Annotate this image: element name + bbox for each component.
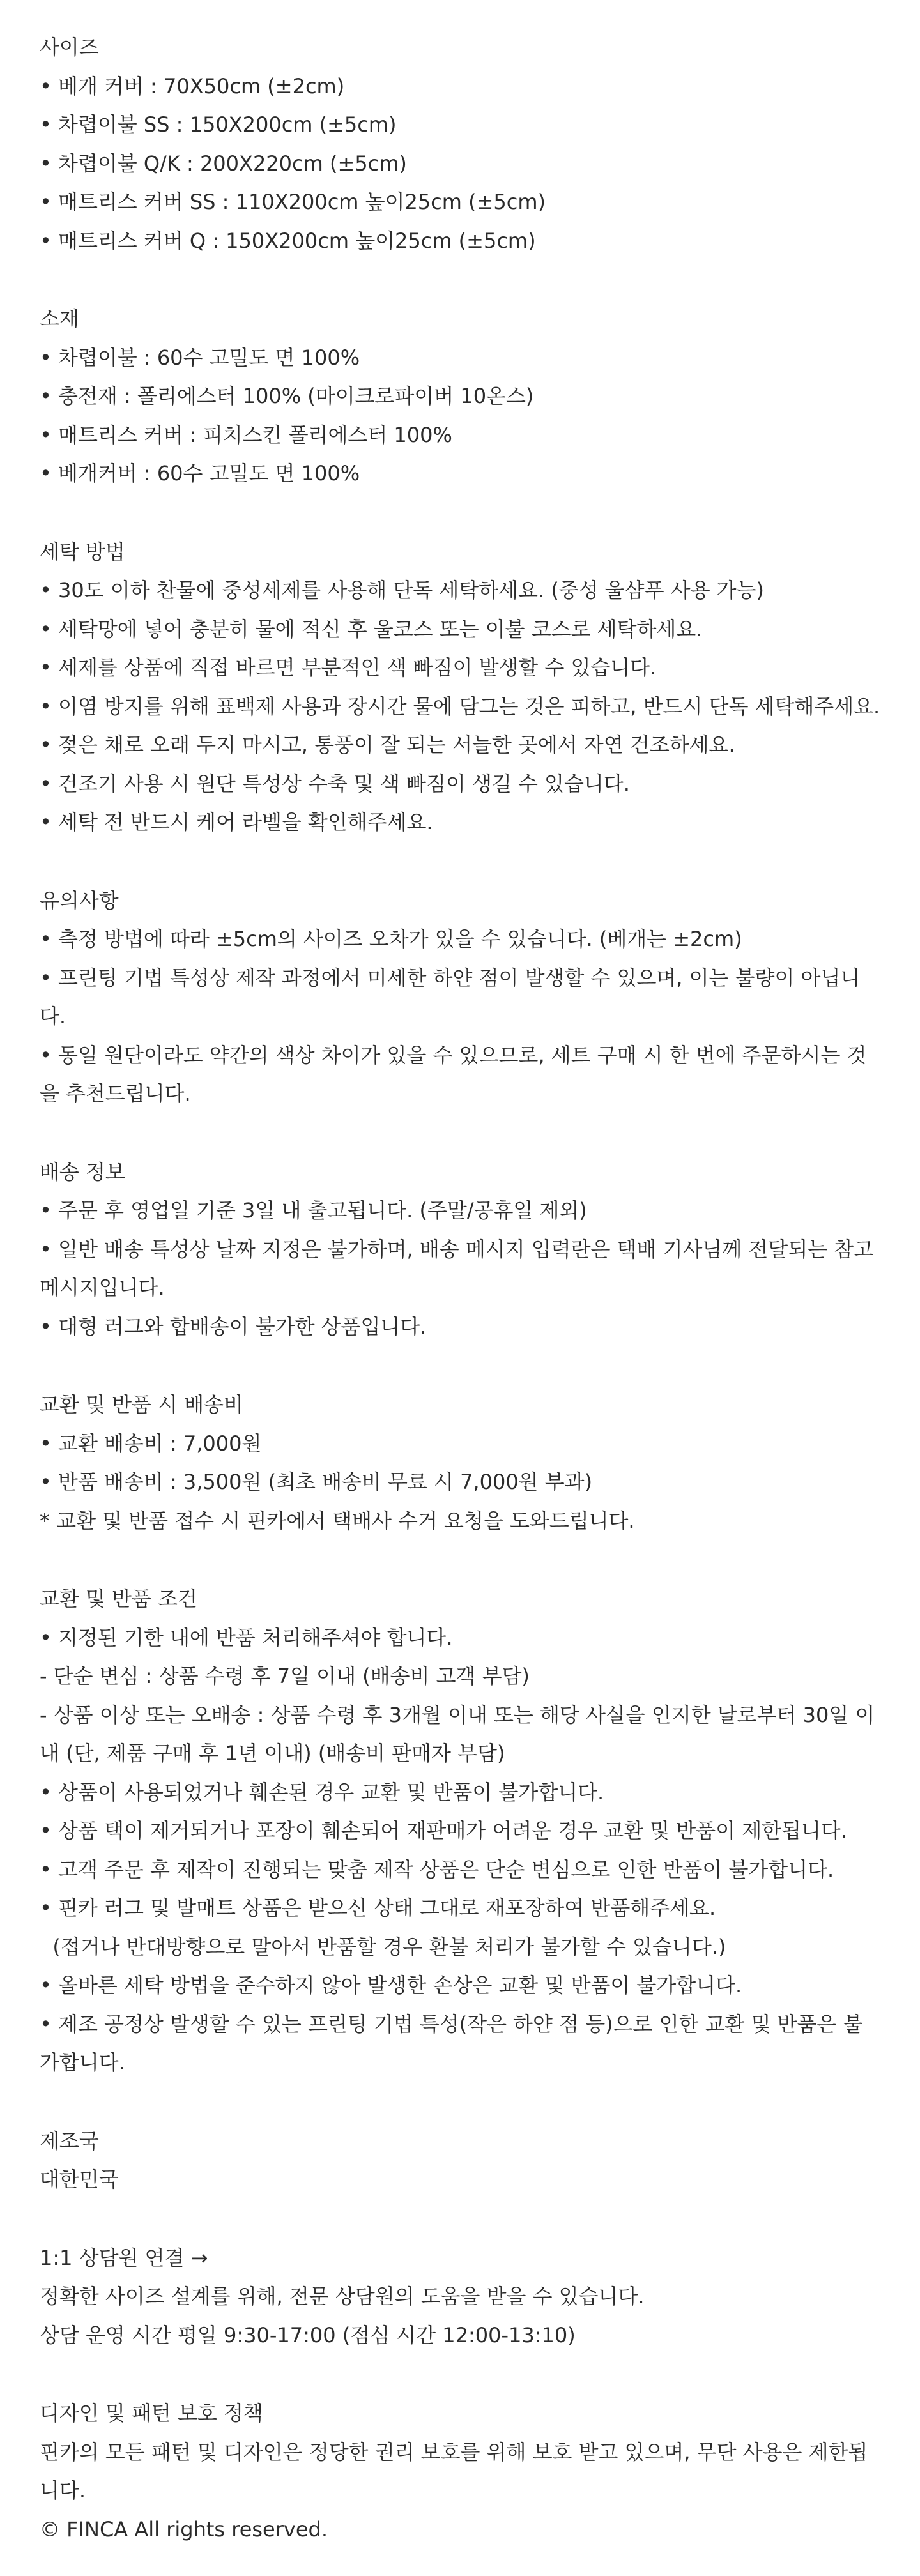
list-item: • 세탁 전 반드시 케어 라벨을 확인해주세요. xyxy=(40,810,433,834)
list-item: (접거나 반대방향으로 말아서 반품할 경우 환불 처리가 불가할 수 있습니다.) xyxy=(40,1934,726,1959)
list-item: • 세제를 상품에 직접 바르면 부분적인 색 빠짐이 발생할 수 있습니다. xyxy=(40,655,657,680)
list-item: • 세탁망에 넣어 충분히 물에 적신 후 울코스 또는 이불 코스로 세탁하세요. xyxy=(40,616,703,641)
list-item: • 30도 이하 찬물에 중성세제를 사용해 단독 세탁하세요. (중성 울샴푸 사용 가능) xyxy=(40,578,764,602)
return-fee-section xyxy=(40,1385,880,1540)
consult-link[interactable]: 1:1 상담원 연결 → xyxy=(40,2245,208,2270)
list-item: • 동일 원단이라도 약간의 색상 차이가 있을 수 있으므로, 세트 구매 시 한 번에 주문하시는 것을 추천드립니다. xyxy=(40,1042,867,1106)
section-title: 유의사항 xyxy=(40,888,119,913)
section-title: 디자인 및 패턴 보호 정책 xyxy=(40,2401,263,2425)
list-item: • 건조기 사용 시 원단 특성상 수축 및 색 빠짐이 생길 수 있습니다. xyxy=(40,771,630,796)
consult-description: 정확한 사이즈 설계를 위해, 전문 상담원의 도움을 받을 수 있습니다. xyxy=(40,2284,645,2308)
section-title: 사이즈 xyxy=(40,35,99,59)
list-item: • 이염 방지를 위해 표백제 사용과 장시간 물에 담그는 것은 피하고, 반드시 단독 세탁해주세요. xyxy=(40,694,880,719)
section-title: 교환 및 반품 조건 xyxy=(40,1587,197,1611)
section-title: 세탁 방법 xyxy=(40,539,125,564)
size-section xyxy=(40,28,880,260)
list-item: • 제조 공정상 발생할 수 있는 프린팅 기법 특성(작은 하얀 점 등)으로 인한 교환 및 반품은 불가합니다. xyxy=(40,2011,863,2075)
list-item: • 베개커버 : 60수 고밀도 면 100% xyxy=(40,461,360,485)
list-item: • 충전재 : 폴리에스터 100% (마이크로파이버 10온스) xyxy=(40,384,534,408)
list-item: • 차렵이불 Q/K : 200X220cm (±5cm) xyxy=(40,151,407,176)
list-item: • 상품이 사용되었거나 훼손된 경우 교환 및 반품이 불가합니다. xyxy=(40,1780,604,1804)
list-item: • 차렵이불 : 60수 고밀도 면 100% xyxy=(40,345,360,370)
list-item: • 베개 커버 : 70X50cm (±2cm) xyxy=(40,73,345,98)
washing-section xyxy=(40,533,880,842)
list-item: • 상품 택이 제거되거나 포장이 훼손되어 재판매가 어려운 경우 교환 및 반품이 제한됩니다. xyxy=(40,1818,847,1843)
shipping-section xyxy=(40,1153,880,1346)
list-item: • 차렵이불 SS : 150X200cm (±5cm) xyxy=(40,112,397,137)
consult-hours: 상담 운영 시간 평일 9:30-17:00 (점심 시간 12:00-13:10) xyxy=(40,2322,576,2347)
list-item: • 주문 후 영업일 기준 3일 내 출고됩니다. (주말/공휴일 제외) xyxy=(40,1198,587,1223)
list-item: • 교환 배송비 : 7,000원 xyxy=(40,1431,262,1456)
copyright-text: © FINCA All rights reserved. xyxy=(40,2517,328,2542)
consult-section xyxy=(40,2239,880,2355)
list-item: • 매트리스 커버 SS : 110X200cm 높이25cm (±5cm) xyxy=(40,190,546,214)
list-item: • 지정된 기한 내에 반품 처리해주셔야 합니다. xyxy=(40,1625,453,1650)
list-item: • 매트리스 커버 Q : 150X200cm 높이25cm (±5cm) xyxy=(40,228,536,253)
section-title: 소재 xyxy=(40,307,79,331)
list-item: • 핀카 러그 및 발매트 상품은 받으신 상태 그대로 재포장하여 반품해주세요. xyxy=(40,1896,716,1920)
consult-link-row xyxy=(40,2239,880,2278)
notice-section xyxy=(40,881,880,1113)
list-item: • 반품 배송비 : 3,500원 (최초 배송비 무료 시 7,000원 부과) xyxy=(40,1470,593,1494)
policy-text: 핀카의 모든 패턴 및 디자인은 정당한 권리 보호를 위해 보호 받고 있으며, 무단 사용은 제한됩니다. xyxy=(40,2439,868,2503)
list-item: • 측정 방법에 따라 ±5cm의 사이즈 오차가 있을 수 있습니다. (베개는 ±2cm) xyxy=(40,927,742,951)
list-item: - 단순 변심 : 상품 수령 후 7일 이내 (배송비 고객 부담) xyxy=(40,1664,530,1688)
origin-country: 대한민국 xyxy=(40,2167,119,2191)
list-item: • 프린팅 기법 특성상 제작 과정에서 미세한 하얀 점이 발생할 수 있으며, 이는 불량이 아닙니다. xyxy=(40,965,861,1028)
list-item: * 교환 및 반품 접수 시 핀카에서 택배사 수거 요청을 도와드립니다. xyxy=(40,1508,635,1533)
return-conditions-section xyxy=(40,1580,880,2082)
section-title: 제조국 xyxy=(40,2128,99,2153)
origin-section xyxy=(40,2122,880,2199)
list-item: • 고객 주문 후 제작이 진행되는 맞춤 제작 상품은 단순 변심으로 인한 반품이 불가합니다. xyxy=(40,1857,834,1882)
list-item: • 일반 배송 특성상 날짜 지정은 불가하며, 배송 메시지 입력란은 택배 기사님께 전달되는 참고 메시지입니다. xyxy=(40,1237,874,1300)
material-section xyxy=(40,300,880,493)
policy-section xyxy=(40,2394,880,2549)
list-item: • 젖은 채로 오래 두지 마시고, 통풍이 잘 되는 서늘한 곳에서 자연 건조하세요. xyxy=(40,733,735,757)
section-title: 배송 정보 xyxy=(40,1159,125,1184)
list-item: • 대형 러그와 합배송이 불가한 상품입니다. xyxy=(40,1314,427,1339)
list-item: • 매트리스 커버 : 피치스킨 폴리에스터 100% xyxy=(40,422,452,447)
list-item: - 상품 이상 또는 오배송 : 상품 수령 후 3개월 이내 또는 해당 사실을 인지한 날로부터 30일 이내 (단, 제품 구매 후 1년 이내) (배송비 판매자 부담) xyxy=(40,1702,875,1765)
list-item: • 올바른 세탁 방법을 준수하지 않아 발생한 손상은 교환 및 반품이 불가합니다. xyxy=(40,1973,742,1997)
section-title: 교환 및 반품 시 배송비 xyxy=(40,1392,243,1417)
